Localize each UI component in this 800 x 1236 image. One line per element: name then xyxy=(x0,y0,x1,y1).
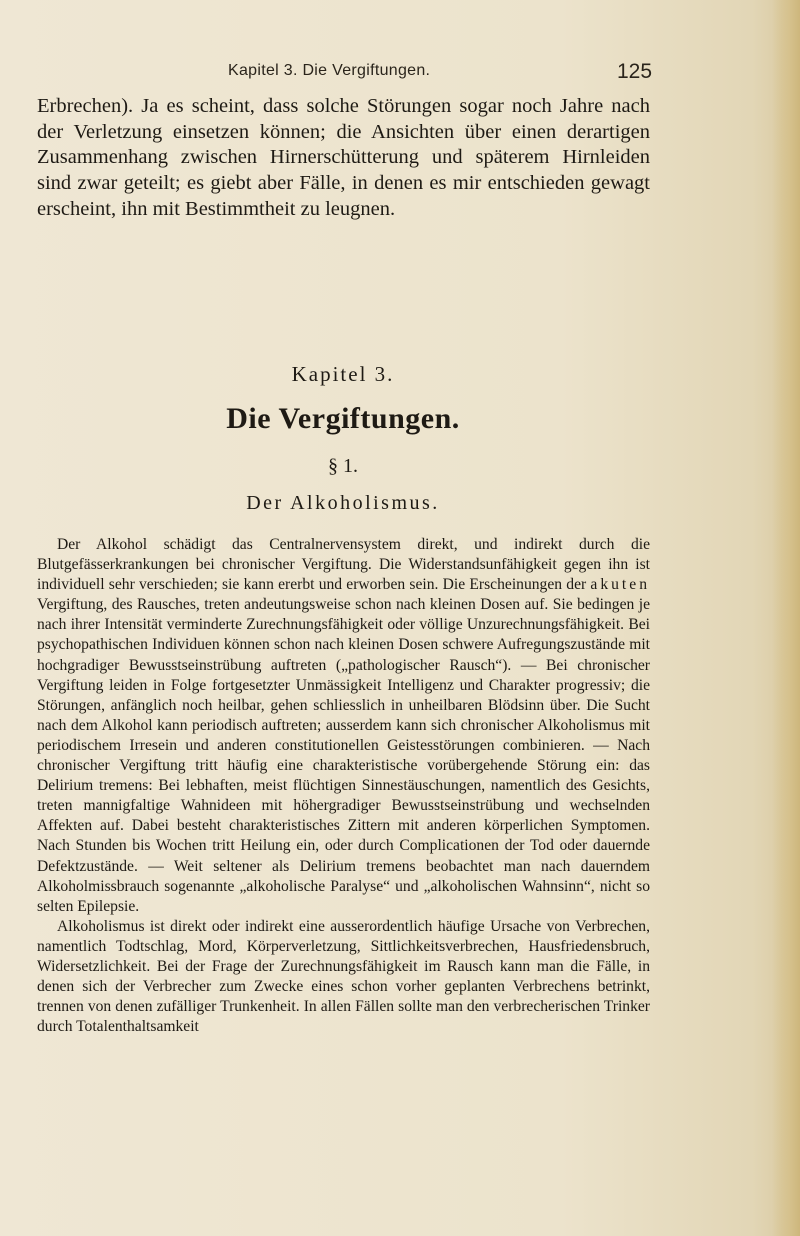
paragraph-1-text-b: Vergiftung, des Rausches, treten andeutungsweise schon nach kleinen Dosen auf. Sie bedingen je nach ihrer Intensität verminderte Zurechnungsfähigkeit oder völlige Unzurechnungsfähigkeit. Bei psychopathischen Individuen können schon nach kleinen Dosen schwere Aufregungszustände mit hochgradiger Bewusstseinstrübung auftreten („pathologischer Rausch“). — Bei chronischer Vergiftung leiden in Folge fortgesetzter Unmässigkeit Intelligenz und Charakter progressiv; die Störungen, anfänglich noch heilbar, gehen schliesslich in unheilbaren Blödsinn über. Die Sucht nach dem Alkohol kann periodisch auftreten; ausserdem kann sich chronischer Alkoholismus mit periodischem Irresein und anderen constitutionellen Geistesstörungen combinieren. — Nach chronischer Vergiftung tritt häufig eine charakteristische vorübergehende Störung ein: das Delirium tremens: Bei lebhaften, meist flüchtigen Sinnestäuschungen, namentlich des Gesichts, treten mannigfaltige Wahnideen mit höhergradiger Bewusstseinstrübung und wechselnden Affekten auf. Dabei besteht charakteristisches Zittern mit anderen körperlichen Symptomen. Nach Stunden bis Wochen tritt Heilung ein, oder durch Complicationen der Tod oder dauernde Defektzustände. — Weit seltener als Delirium tremens beobachtet man nach dauerndem Alkoholmissbrauch sogenannte „alkoholische Paralyse“ und „alkoholischen Wahnsinn“, nicht so selten Epilepsie. xyxy=(37,596,650,915)
section-mark: § 1. xyxy=(328,455,358,477)
page-edge-shadow xyxy=(772,0,800,1236)
page-number: 125 xyxy=(617,60,653,83)
continuation-text: Erbrechen). Ja es scheint, dass solche Störungen sogar noch Jahre nach der Verletzung einsetzen können; die Ansichten über einen derartigen Zusammenhang zwischen Hirnerschütterung und späterem Hirnleiden sind zwar geteilt; es giebt aber Fälle, in denen es mir entschieden gewagt erscheint, ihn mit Bestimmtheit zu leugnen. xyxy=(37,95,650,220)
paragraph-1-text-a: Der Alkohol schädigt das Centralnervensystem direkt, und indirekt durch die Blutgefässerkrankungen bei chronischer Vergiftung. Die Widerstandsunfähigkeit gegen ihn ist individuell sehr verschieden; sie kann ererbt und erworben sein. Die Erscheinungen der xyxy=(37,536,650,594)
chapter-title: Die Vergiftungen. xyxy=(226,402,460,435)
body-paragraph-2: Alkoholismus ist direkt oder indirekt eine ausserordentlich häufige Ursache von Verbrechen, namentlich Todtschlag, Mord, Körperverletzung, Sittlichkeitsverbrechen, Hausfriedensbruch, Widersetzlichkeit. Bei der Frage der Zurechnungsfähigkeit im Rausch kann man die Fälle, in denen sich der Verbrecher zum Zwecke eines schon vorher geplanten Verbrechens betrinkt, trennen von denen zufälliger Trunkenheit. In allen Fällen sollte man den verbrecherischen Trinker durch Totalenthaltsamkeit xyxy=(37,917,650,1036)
chapter-label: Kapitel 3. xyxy=(291,362,395,386)
emphasized-word: akuten xyxy=(590,576,650,594)
continuation-paragraph xyxy=(37,94,650,223)
body-text xyxy=(37,535,650,1037)
running-title: Kapitel 3. Die Vergiftungen. xyxy=(228,62,431,79)
section-title: Der Alkoholismus. xyxy=(246,492,440,514)
body-paragraph-1 xyxy=(37,535,650,917)
running-head xyxy=(0,60,800,88)
